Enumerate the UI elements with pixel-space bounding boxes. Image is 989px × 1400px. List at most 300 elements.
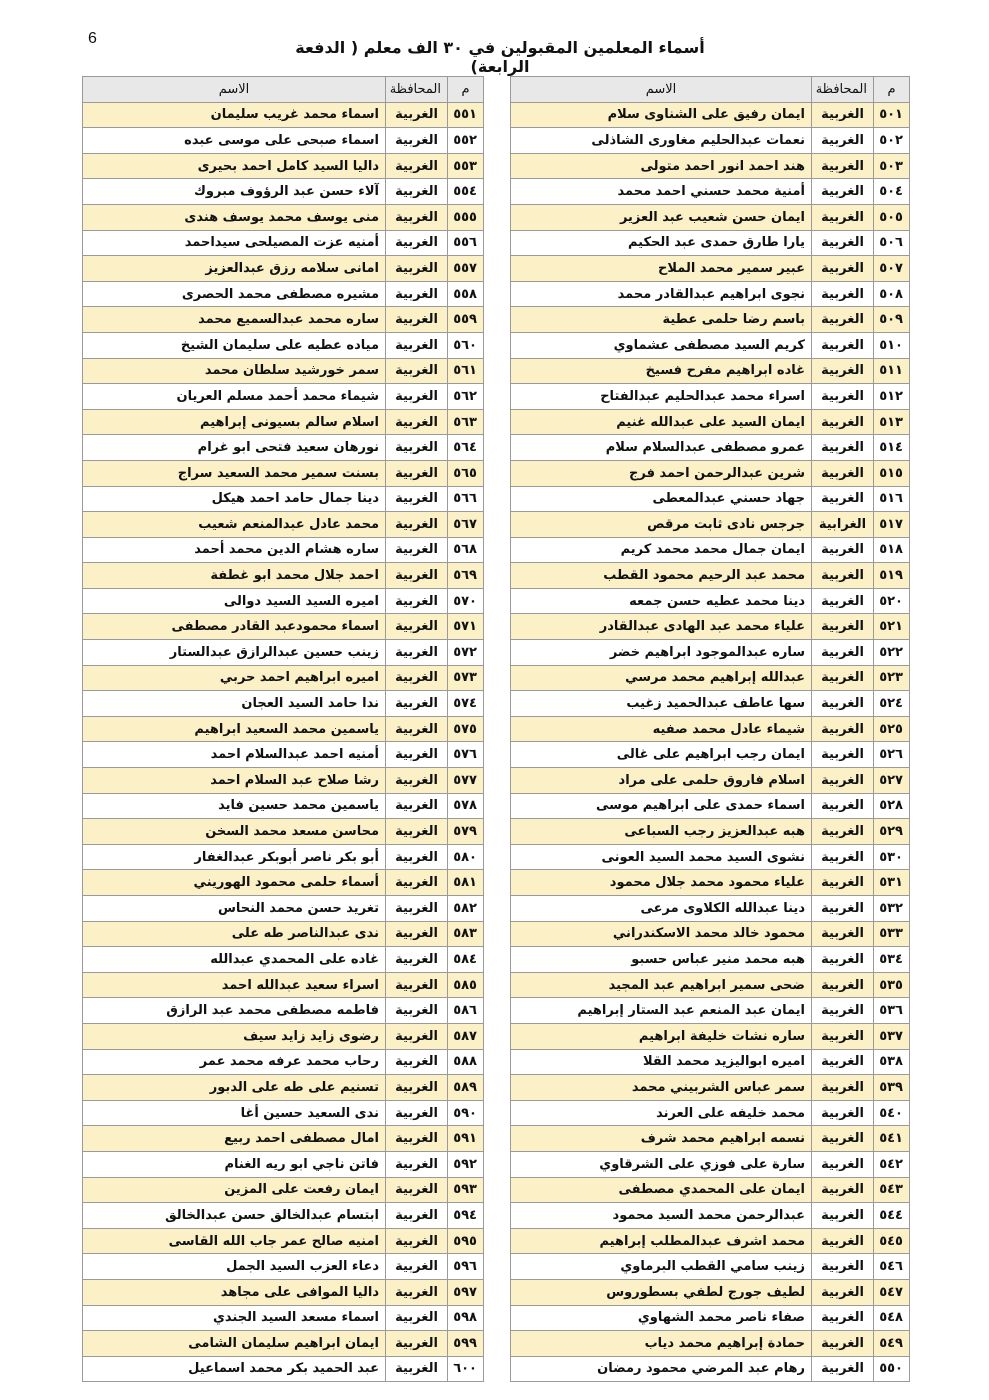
table-row [511,307,910,333]
table-row [511,1177,910,1203]
table-row [511,281,910,307]
row-governorate: الغربية [812,1254,874,1280]
page-title: أسماء المعلمين المقبولين في ٣٠ الف معلم ( الدفعة الرابعة) [295,38,705,76]
row-name: عمرو مصطفى عبدالسلام سلام [511,435,812,461]
row-governorate: الغربية [812,1100,874,1126]
row-governorate: الغربية [386,1356,448,1382]
table-row [511,1279,910,1305]
row-name: ايمان رجب ابراهيم على غالى [511,742,812,768]
row-governorate: الغربية [812,614,874,640]
row-number: ٥٢٦ [874,742,910,768]
row-number: ٥٧١ [448,614,484,640]
row-number: ٥٢٤ [874,691,910,717]
row-name: محاسن مسعد محمد السخن [83,819,386,845]
table-row [511,1203,910,1229]
row-number: ٥١٣ [874,409,910,435]
row-number: ٥٠٩ [874,307,910,333]
row-number: ٥٢٥ [874,716,910,742]
row-name: داليا الموافى على مجاهد [83,1279,386,1305]
row-governorate: الغربية [386,1049,448,1075]
row-governorate: الغربية [386,358,448,384]
row-name: جرجس نادى ثابت مرقص [511,512,812,538]
row-name: محمد خليفه على العرند [511,1100,812,1126]
table-row [83,1049,484,1075]
table-row [83,1023,484,1049]
table-row [83,844,484,870]
row-governorate: الغربية [386,998,448,1024]
row-number: ٥٦١ [448,358,484,384]
row-number: ٥١٩ [874,563,910,589]
row-number: ٥٢٩ [874,819,910,845]
row-number: ٥٤٢ [874,1151,910,1177]
row-number: ٥٥١ [448,102,484,128]
row-name: فاطمه مصطفى محمد عبد الرازق [83,998,386,1024]
table-row [511,1305,910,1331]
row-number: ٥٦٣ [448,409,484,435]
row-governorate: الغربية [386,896,448,922]
row-number: ٥٤٦ [874,1254,910,1280]
row-number: ٥٥٧ [448,256,484,282]
row-governorate: الغربية [812,281,874,307]
row-governorate: الغربية [386,768,448,794]
row-governorate: الغربية [386,460,448,486]
table-row [83,204,484,230]
table-row [511,1023,910,1049]
row-name: ايمان حسن شعيب عبد العزير [511,204,812,230]
row-number: ٥٥٨ [448,281,484,307]
row-number: ٥٥٢ [448,128,484,154]
row-governorate: الغربية [812,972,874,998]
row-name: زينب سامي القطب البرماوي [511,1254,812,1280]
table-row [83,819,484,845]
table-row [83,665,484,691]
row-governorate: الغربية [812,819,874,845]
row-number: ٥٧٠ [448,588,484,614]
row-number: ٥١٠ [874,332,910,358]
row-number: ٥٤٠ [874,1100,910,1126]
row-name: جهاد حسني عبدالمعطى [511,486,812,512]
row-governorate: الغربية [812,256,874,282]
row-number: ٥٣٣ [874,921,910,947]
row-number: ٥١٦ [874,486,910,512]
row-number: ٥١٢ [874,384,910,410]
table-row [83,563,484,589]
row-number: ٥٣٨ [874,1049,910,1075]
row-name: اسلام فاروق حلمى على مراد [511,768,812,794]
header-governorate: المحافظة [386,77,448,103]
row-governorate: الغربية [812,1075,874,1101]
row-governorate: الغربية [812,742,874,768]
row-number: ٥٣٦ [874,998,910,1024]
row-governorate: الغربية [386,256,448,282]
row-number: ٥٥٤ [448,179,484,205]
row-name: ساره نشات خليفة ابراهيم [511,1023,812,1049]
row-governorate: الغربية [812,230,874,256]
row-number: ٥٧٦ [448,742,484,768]
row-governorate: الغربية [386,947,448,973]
row-name: ايمان على المحمدي مصطفى [511,1177,812,1203]
table-row [511,179,910,205]
row-number: ٥٧٨ [448,793,484,819]
row-governorate: الغربية [386,742,448,768]
row-name: اسراء محمد عبدالحليم عبدالفتاح [511,384,812,410]
row-number: ٥١٤ [874,435,910,461]
row-governorate: الغربية [386,435,448,461]
row-governorate: الغربية [812,179,874,205]
row-name: غاده على المحمدي عبدالله [83,947,386,973]
row-governorate: الغربية [812,1203,874,1229]
row-name: اميره السيد السيد دوالى [83,588,386,614]
row-name: امانى سلامه رزق عبدالعزيز [83,256,386,282]
table-row [511,819,910,845]
row-name: اسماء مسعد السيد الجندي [83,1305,386,1331]
row-governorate: الغربية [812,716,874,742]
table-row [83,486,484,512]
row-governorate: الغربية [812,1331,874,1357]
row-governorate: الغربية [812,204,874,230]
row-number: ٥٣٩ [874,1075,910,1101]
row-name: أبو بكر ناصر أبوبكر عبدالغفار [83,844,386,870]
row-name: صفاء ناصر محمد الشهاوي [511,1305,812,1331]
row-governorate: الغربية [812,665,874,691]
row-name: نشوى السيد محمد السيد العونى [511,844,812,870]
row-number: ٥٩٧ [448,1279,484,1305]
row-governorate: الغربية [386,409,448,435]
row-name: شرين عبدالرحمن احمد فرج [511,460,812,486]
row-number: ٥١٨ [874,537,910,563]
row-governorate: الغربية [812,102,874,128]
row-name: اسماء صبحى على موسى عبده [83,128,386,154]
row-name: ياسمين محمد حسين فايد [83,793,386,819]
table-row [83,793,484,819]
table-row [511,640,910,666]
row-number: ٥٨٥ [448,972,484,998]
row-governorate: الغربية [812,1151,874,1177]
row-name: تسنيم على طه على الدبور [83,1075,386,1101]
table-row [83,1177,484,1203]
row-governorate: الغربية [812,460,874,486]
row-governorate: الغربية [812,1023,874,1049]
row-governorate: الغربية [386,691,448,717]
row-governorate: الغربية [386,1305,448,1331]
row-governorate: الغربية [812,1305,874,1331]
table-row [83,742,484,768]
row-number: ٥٤٨ [874,1305,910,1331]
table-row [83,1151,484,1177]
table-row [511,537,910,563]
left-roster-table [82,76,484,1382]
row-governorate: الغربية [386,921,448,947]
table-row [511,768,910,794]
row-governorate: الغربية [386,793,448,819]
row-number: ٥٨٤ [448,947,484,973]
table-row [511,716,910,742]
row-governorate: الغربية [386,486,448,512]
row-governorate: الغربية [812,563,874,589]
row-number: ٥١٥ [874,460,910,486]
row-name: مشيره مصطفى محمد الحصرى [83,281,386,307]
row-number: ٥٧٥ [448,716,484,742]
row-name: ساره هشام الدين محمد أحمد [83,537,386,563]
table-row [511,1356,910,1382]
row-governorate: الغربية [386,819,448,845]
table-row [511,793,910,819]
table-row [83,256,484,282]
row-number: ٥٠١ [874,102,910,128]
right-roster-table [510,76,910,1382]
row-name: يارا طارق حمدى عبد الحكيم [511,230,812,256]
row-name: دينا محمد عطيه حسن جمعه [511,588,812,614]
row-governorate: الغربية [386,1279,448,1305]
row-number: ٥٠٣ [874,153,910,179]
row-number: ٥٨٠ [448,844,484,870]
row-governorate: الغربية [386,384,448,410]
row-number: ٥٩١ [448,1126,484,1152]
table-row [511,102,910,128]
table-row [83,1279,484,1305]
row-governorate: الغربية [386,204,448,230]
row-name: نجوى ابراهيم عبدالقادر محمد [511,281,812,307]
row-number: ٥٧٧ [448,768,484,794]
row-governorate: الغربية [812,1279,874,1305]
row-name: اميره ابواليزيد محمد القلا [511,1049,812,1075]
row-governorate: الغربية [812,1049,874,1075]
row-name: ساره عبدالموجود ابراهيم خضر [511,640,812,666]
row-number: ٥٤٧ [874,1279,910,1305]
table-row [83,588,484,614]
row-name: حمادة إبراهيم محمد دياب [511,1331,812,1357]
row-governorate: الغربية [812,947,874,973]
row-governorate: الغربية [812,896,874,922]
row-governorate: الغربية [386,1331,448,1357]
row-number: ٥٢٠ [874,588,910,614]
row-name: محمد عادل عبدالمنعم شعيب [83,512,386,538]
row-governorate: الغربية [386,281,448,307]
row-name: شيماء عادل محمد صفيه [511,716,812,742]
row-number: ٥٩٢ [448,1151,484,1177]
row-name: اسراء سعيد عبدالله احمد [83,972,386,998]
header-num: م [874,77,910,103]
row-governorate: الغربية [386,230,448,256]
table-row [511,1126,910,1152]
row-governorate: الغربية [386,1228,448,1254]
table-row [83,998,484,1024]
row-number: ٥٦٨ [448,537,484,563]
row-number: ٥٠٥ [874,204,910,230]
row-name: ايمان عبد المنعم عبد الستار إبراهيم [511,998,812,1024]
row-name: نعمات عبدالحليم مغاورى الشاذلى [511,128,812,154]
row-number: ٥٦٤ [448,435,484,461]
row-name: أسماء حلمى محمود الهوريني [83,870,386,896]
row-governorate: الغربية [386,1100,448,1126]
table-row [83,691,484,717]
table-row [83,384,484,410]
table-row [511,460,910,486]
row-name: ندى السعيد حسين أغا [83,1100,386,1126]
row-name: هبه محمد منير عباس حسبو [511,947,812,973]
row-name: دعاء العزب السيد الجمل [83,1254,386,1280]
row-name: سمر خورشيد سلطان محمد [83,358,386,384]
row-governorate: الغربية [812,640,874,666]
row-governorate: الغربية [812,691,874,717]
table-row [511,153,910,179]
table-row [511,921,910,947]
row-governorate: الغربية [812,486,874,512]
row-number: ٥٨٦ [448,998,484,1024]
table-row [511,665,910,691]
row-name: منى يوسف محمد يوسف هندى [83,204,386,230]
table-row [83,614,484,640]
row-name: ابتسام عبدالخالق حسن عبدالخالق [83,1203,386,1229]
row-governorate: الغربية [386,102,448,128]
row-number: ٥٦٢ [448,384,484,410]
row-name: علياء محمود محمد جلال محمود [511,870,812,896]
row-name: ضحى سمير ابراهيم عبد المجيد [511,972,812,998]
table-row [83,1126,484,1152]
row-governorate: الغربية [812,409,874,435]
table-row [83,537,484,563]
row-number: ٥٨٣ [448,921,484,947]
row-name: عبدالرحمن محمد السيد محمود [511,1203,812,1229]
row-name: دينا عبدالله الكلاوى مرعى [511,896,812,922]
table-row [511,844,910,870]
row-number: ٥٠٦ [874,230,910,256]
row-number: ٥٢٣ [874,665,910,691]
table-row [83,332,484,358]
row-name: اسماء محمودعبد القادر مصطفى [83,614,386,640]
table-row [83,947,484,973]
table-row [511,435,910,461]
row-name: لطيف جورج لطفي بسطوروس [511,1279,812,1305]
row-number: ٥٣٥ [874,972,910,998]
table-row [511,256,910,282]
row-governorate: الغربية [812,998,874,1024]
table-row [511,358,910,384]
row-governorate: الغربية [386,153,448,179]
row-number: ٥٤٣ [874,1177,910,1203]
row-governorate: الغربية [812,588,874,614]
table-row [511,896,910,922]
table-row [83,896,484,922]
row-number: ٥٥٩ [448,307,484,333]
row-number: ٥٤٩ [874,1331,910,1357]
table-header-row [511,77,910,103]
row-governorate: الغربية [386,563,448,589]
row-number: ٥٠٧ [874,256,910,282]
row-name: رشا صلاح عبد السلام احمد [83,768,386,794]
row-number: ٥٩٦ [448,1254,484,1280]
table-row [83,460,484,486]
row-governorate: الغربية [386,614,448,640]
row-number: ٥٤٥ [874,1228,910,1254]
row-number: ٥٣٠ [874,844,910,870]
row-number: ٥٧٤ [448,691,484,717]
table-row [511,204,910,230]
row-governorate: الغربية [386,307,448,333]
header-name: الاسم [511,77,812,103]
row-name: محمد عبد الرحيم محمود القطب [511,563,812,589]
row-number: ٥٩٨ [448,1305,484,1331]
row-name: اسماء حمدى على ابراهيم موسى [511,793,812,819]
row-number: ٥٩٩ [448,1331,484,1357]
row-name: امنيه صالح عمر جاب الله القاسى [83,1228,386,1254]
table-row [83,153,484,179]
table-row [511,947,910,973]
table-row [83,409,484,435]
row-name: فاتن ناجي ابو ريه الغنام [83,1151,386,1177]
row-governorate: الغربية [812,1356,874,1382]
row-name: تغريد حسن محمد النحاس [83,896,386,922]
row-number: ٥٩٣ [448,1177,484,1203]
table-row [511,998,910,1024]
row-governorate: الغربية [812,1126,874,1152]
table-row [83,1254,484,1280]
header-num: م [448,77,484,103]
table-row [511,1254,910,1280]
row-governorate: الغربية [812,128,874,154]
row-number: ٥٥٠ [874,1356,910,1382]
table-row [83,921,484,947]
table-row [511,1331,910,1357]
header-governorate: المحافظة [812,77,874,103]
row-name: هبه عبدالعزيز رجب السباعى [511,819,812,845]
row-name: رضوى زايد زايد سيف [83,1023,386,1049]
row-number: ٥٨٩ [448,1075,484,1101]
row-governorate: الغربية [386,128,448,154]
row-name: أمنيه عزت المصيلحى سيداحمد [83,230,386,256]
row-name: مياده عطيه على سليمان الشيخ [83,332,386,358]
row-number: ٥٧٩ [448,819,484,845]
row-governorate: الغربية [812,153,874,179]
row-number: ٥٢٧ [874,768,910,794]
row-name: أمنية محمد حسني احمد محمد [511,179,812,205]
row-name: رحاب محمد عرفه محمد عمر [83,1049,386,1075]
table-row [83,179,484,205]
table-row [511,614,910,640]
row-governorate: الغربية [812,793,874,819]
row-number: ٥٠٢ [874,128,910,154]
table-row [83,512,484,538]
row-number: ٥٩٤ [448,1203,484,1229]
row-number: ٦٠٠ [448,1356,484,1382]
row-governorate: الغربية [812,332,874,358]
row-name: سارة على فوزي على الشرقاوي [511,1151,812,1177]
table-row [83,128,484,154]
row-number: ٥٦٥ [448,460,484,486]
table-row [511,230,910,256]
table-row [83,1356,484,1382]
table-row [511,588,910,614]
table-row [511,691,910,717]
row-governorate: الغربية [812,768,874,794]
table-row [83,358,484,384]
row-name: اسلام سالم بسيونى إبراهيم [83,409,386,435]
table-row [83,102,484,128]
row-name: سها عاطف عبدالحميد زغيب [511,691,812,717]
row-governorate: الغربية [812,307,874,333]
row-number: ٥٩٥ [448,1228,484,1254]
row-governorate: الغربية [386,716,448,742]
table-row [511,128,910,154]
table-row [511,1151,910,1177]
row-number: ٥٦٧ [448,512,484,538]
row-governorate: الغربية [812,1228,874,1254]
row-governorate: الغربية [386,1254,448,1280]
row-number: ٥٣٧ [874,1023,910,1049]
row-number: ٥٢٢ [874,640,910,666]
row-governorate: الغربية [812,384,874,410]
row-number: ٥٧٢ [448,640,484,666]
